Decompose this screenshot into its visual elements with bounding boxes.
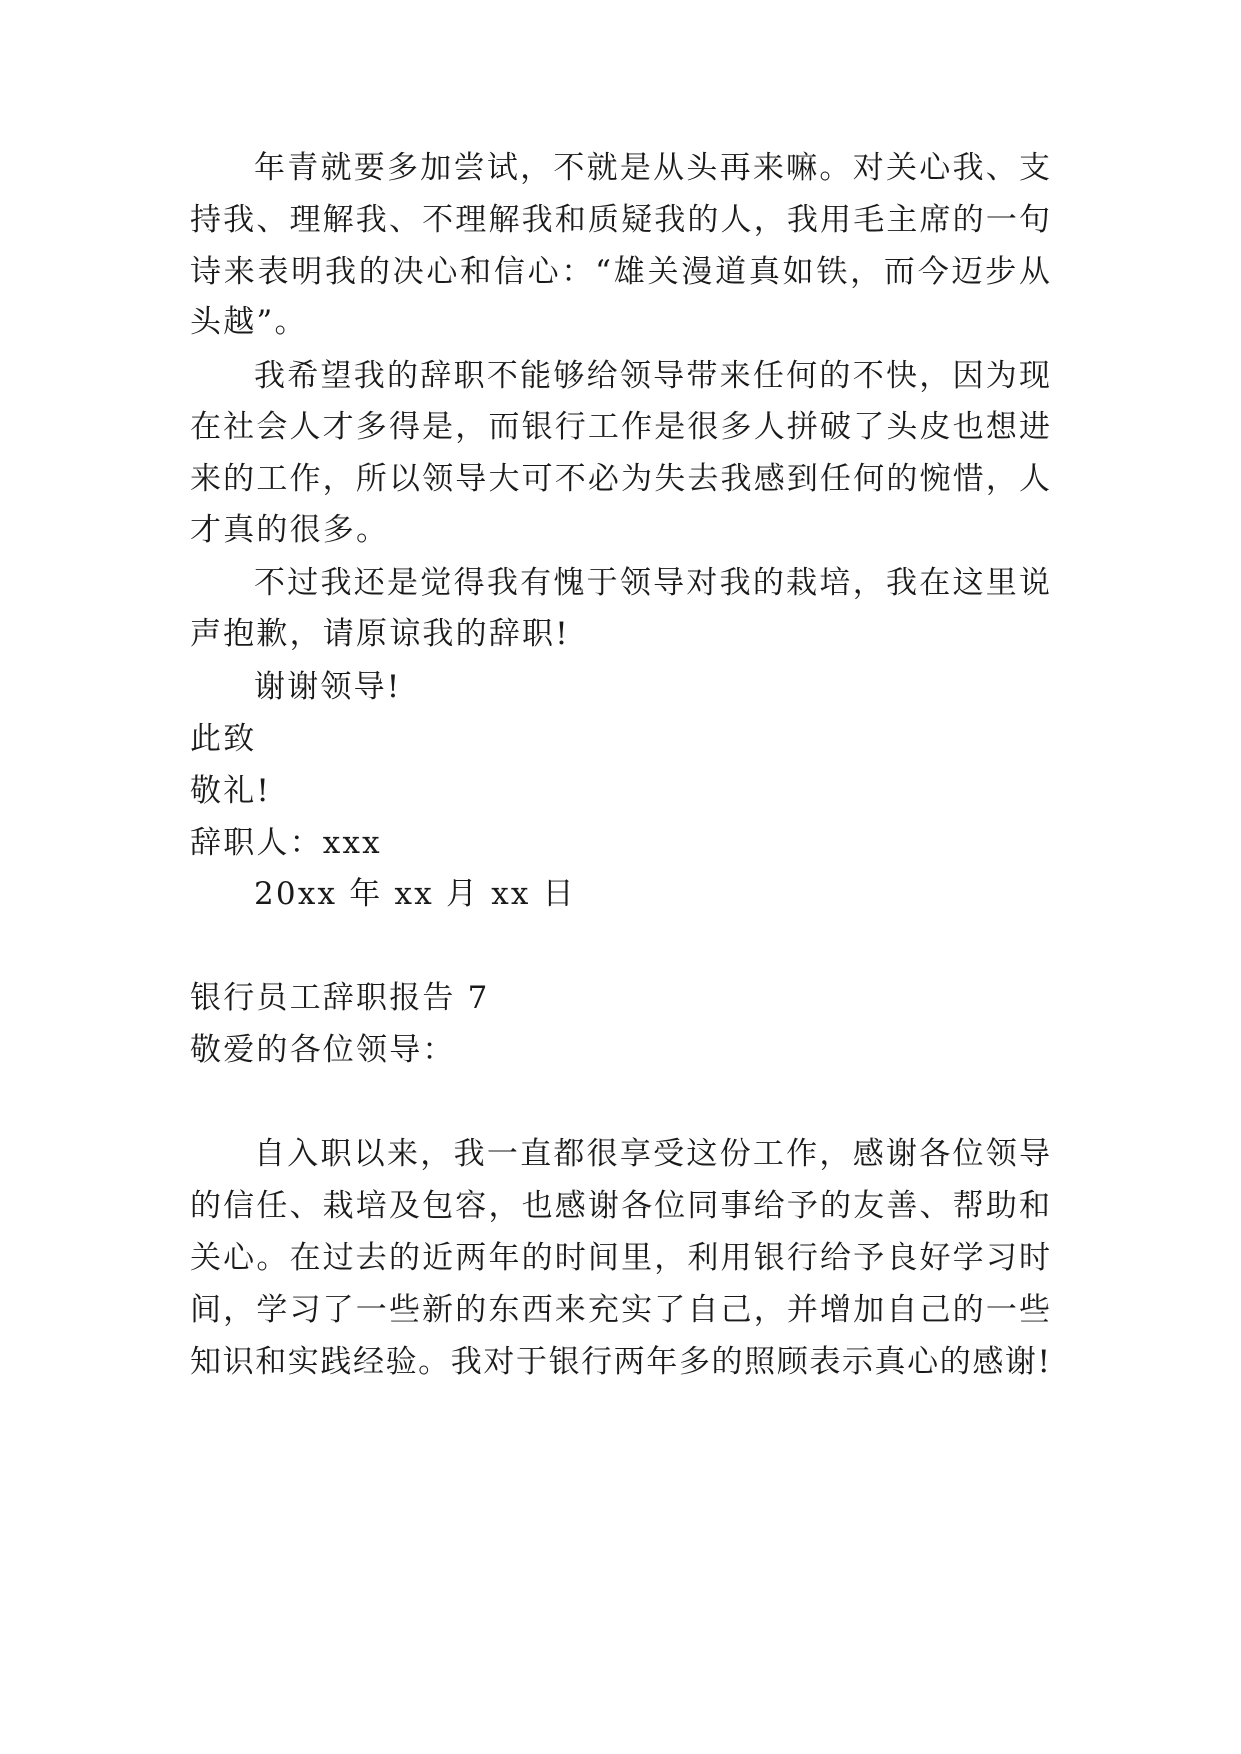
paragraph-line: 来的工作，所以领导大可不必为失去我感到任何的惋惜，人 [190, 461, 1050, 497]
paragraph-line: 才真的很多。 [190, 512, 390, 548]
paragraph-line: 年青就要多加尝试，不就是从头再来嘛。对关心我、支 [254, 150, 1050, 186]
document-page [190, 0, 1050, 1754]
paragraph-line: 间，学习了一些新的东西来充实了自己，并增加自己的一些 [190, 1292, 1050, 1328]
signature-line: 辞职人：xxx [190, 825, 382, 861]
date-line: 20xx 年 xx 月 xx 日 [254, 876, 576, 912]
paragraph-line: 声抱歉，请原谅我的辞职! [190, 616, 570, 652]
thanks-line: 谢谢领导! [254, 669, 402, 705]
paragraph-line: 自入职以来，我一直都很享受这份工作，感谢各位领导 [254, 1136, 1050, 1172]
salutation-line: 敬爱的各位领导： [190, 1032, 456, 1068]
paragraph-line: 持我、理解我、不理解我和质疑我的人，我用毛主席的一句 [190, 202, 1050, 238]
closing-line: 此致 [190, 721, 257, 757]
paragraph-line: 诗来表明我的决心和信心：“雄关漫道真如铁，而今迈步从 [190, 254, 1050, 290]
paragraph-line: 的信任、栽培及包容，也感谢各位同事给予的友善、帮助和 [190, 1188, 1050, 1224]
paragraph-line: 不过我还是觉得我有愧于领导对我的栽培，我在这里说 [254, 565, 1050, 601]
paragraph-line: 头越”。 [190, 304, 308, 340]
paragraph-line: 我希望我的辞职不能够给领导带来任何的不快，因为现 [254, 358, 1050, 394]
paragraph-line: 知识和实践经验。我对于银行两年多的照顾表示真心的感谢! [190, 1344, 1050, 1380]
closing-line: 敬礼! [190, 773, 272, 809]
section-title: 银行员工辞职报告 7 [190, 980, 490, 1016]
paragraph-line: 在社会人才多得是，而银行工作是很多人拼破了头皮也想进 [190, 409, 1050, 445]
paragraph-line: 关心。在过去的近两年的时间里，利用银行给予良好学习时 [190, 1240, 1050, 1276]
